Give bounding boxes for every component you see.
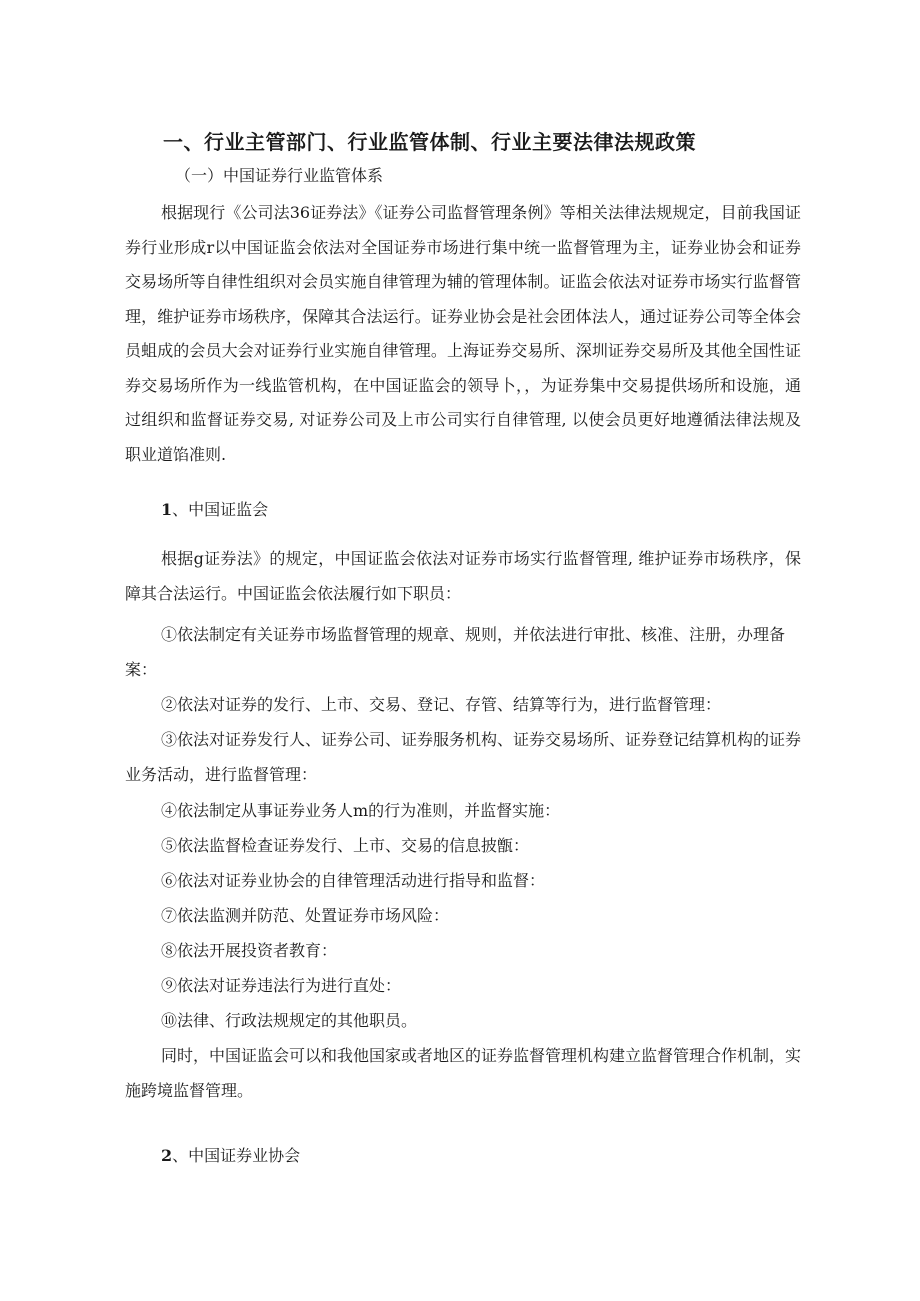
intro-paragraph: 根据现行《公司法36证券法》《证券公司监督管理条例》等相关法律法规规定，目前我国证券行业形成r以中国证监会依法对全国证券市场进行集中统一监督管理为主，证券业协会和证券交易场所等自律性组织对会员实施自律管理为辅的管理体制。证监会依法对证券市场实行监督管理，维护证券市场秩序，保障其合法运行。证券业协会是社会团体法人，通过证券公司等全体会员蛆成的会员大会对证券行业实施自律管理。上海证券交易所、深圳证券交易所及其他全国性证券交易场所作为一线监管机构，在中国证监会的领导卜，，为证券集中交易提供场所和设施，通过组织和监督证券交易, 对证券公司及上市公司实行自律管理, 以使会员更好地遵循法律法规及职业道馅准则.: [125, 203, 801, 464]
closing-paragraph: 同时，中国证监会可以和我他国家或者地区的证券监督管理机构建立监督管理合作机制，实施跨境监督管理。: [125, 1046, 802, 1100]
duty-item-8: ⑧依法开展投资者教育：: [161, 941, 338, 960]
duty-item-2: ②依法对证券的发行、上市、交易、登记、存管、结算等行为，进行监督管理：: [161, 695, 722, 714]
duty-item-1: ①依法制定有关证券市场监督管理的规章、规则，并依法进行审批、核准、注册，办理备案：: [125, 625, 786, 679]
section-heading: 一、行业主管部门、行业监管体制、行业主要法律法规政策: [163, 130, 696, 154]
section-1-intro: 根据g证券法》的规定，中国证监会依法对证券市场实行监督管理, 维护证券市场秩序，保障其合法运行。中国证监会依法履行如下职员：: [125, 549, 801, 603]
duty-item-4: ④依法制定从事证券业务人m的行为准则，并监督实施：: [161, 801, 561, 820]
duty-item-5: ⑤依法监督检查证券发行、上市、交易的信息披甑：: [161, 836, 530, 855]
section-1-heading: [161, 497, 268, 520]
section-1-title: 、中国证监会: [172, 500, 269, 519]
section-2-heading: [161, 1143, 300, 1166]
duty-item-3: ③依法对证券发行人、证券公司、证券服务机构、证券交易场所、证券登记结算机构的证券业务活动，进行监督管理：: [125, 730, 802, 784]
duty-item-10: ⑩法律、行政法规规定的其他职员。: [161, 1011, 418, 1030]
section-2-title: 、中国证券业协会: [172, 1146, 301, 1165]
duty-item-9: ⑨依法对证券违法行为进行直处：: [161, 976, 402, 995]
section-2-number: 2: [161, 1146, 173, 1165]
subsection-heading: （一）中国证券行业监管体系: [175, 166, 384, 185]
duty-item-6: ⑥依法对证券业协会的自律管理活动进行指导和监督：: [161, 871, 546, 890]
duty-item-7: ⑦依法监测并防范、处置证券市场风险：: [161, 906, 450, 925]
section-1-number: 1: [161, 500, 173, 519]
